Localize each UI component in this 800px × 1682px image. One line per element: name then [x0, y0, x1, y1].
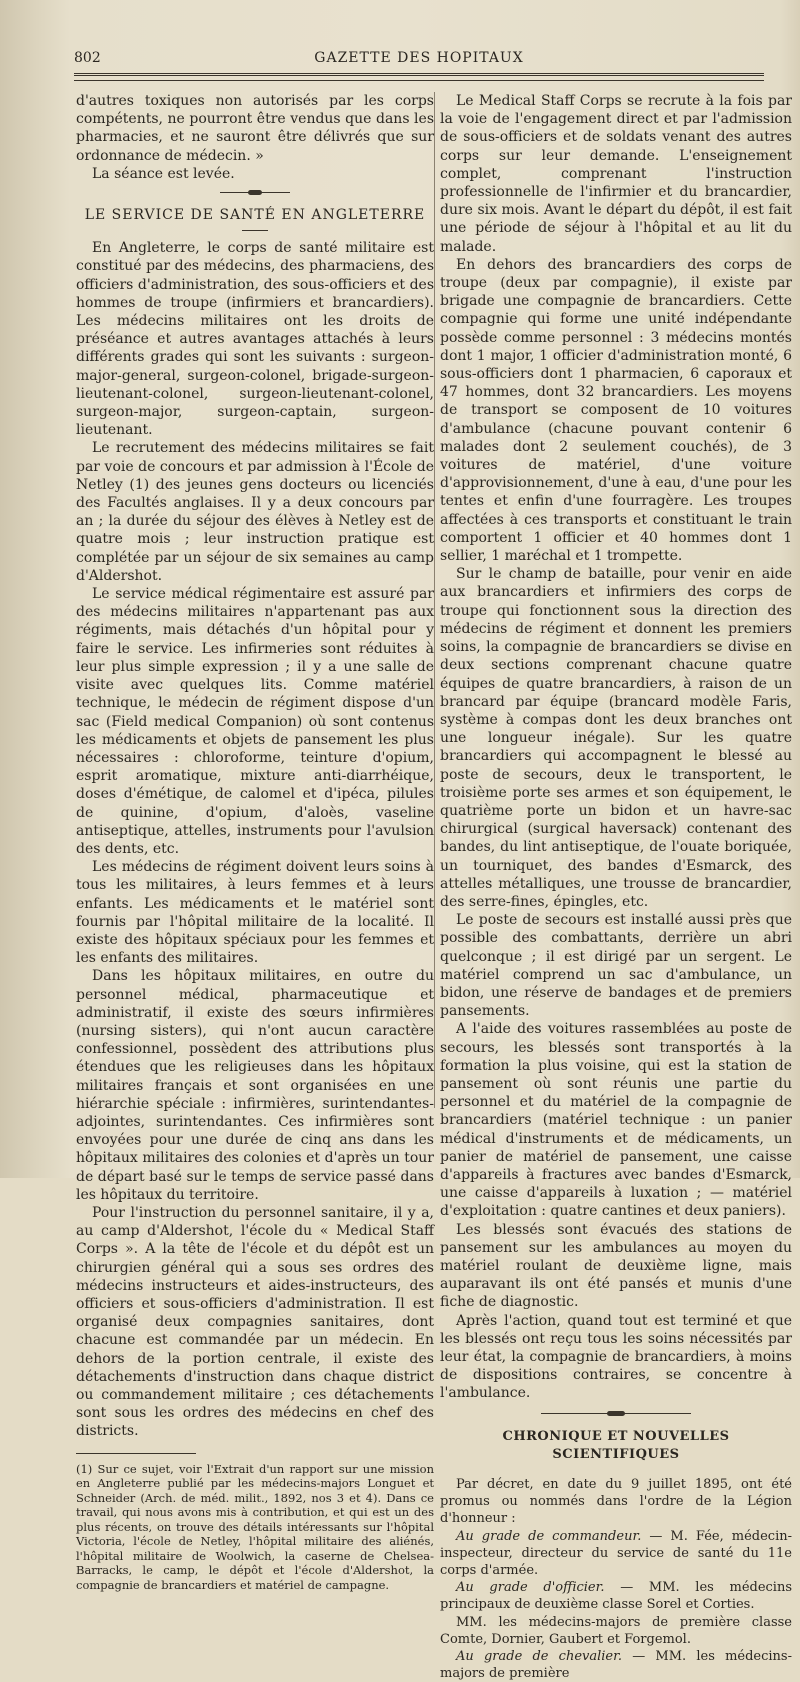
running-title: GAZETTE DES HOPITAUX [314, 50, 524, 66]
paragraph: Le service médical régimentaire est assuré par des médecins militaires n'appartenant pas aux régiments, mais détachés d'un hôpital pour y faire le service. Les infirmeries sont réduites à leur plus simple expression ; il y a une salle de visite avec quelques lits. Comme matériel technique, le médecin de régiment dispose d'un sac (Field medical Companion) où sont contenus les médicaments et objets de pansement les plus nécessaires : chloroforme, teinture d'opium, esprit aromatique, mixture anti-diarrhéique, doses d'émétique, de calomel et d'ipéca, pilules de quinine, d'opium, d'aloès, vaseline antiseptique, attelles, instruments pour l'avulsion des dents, etc. [76, 586, 434, 857]
paragraph [440, 1579, 792, 1613]
paragraph: Le Medical Staff Corps se recrute à la fois par la voie de l'engagement direct et par l'admission de sous-officiers et de soldats venant des autres corps sur leur demande. L'enseignement complet, comprenant l'instruction professionnelle de l'infirmier et du brancardier, dure six mois. Avant le départ du dépôt, il est fait une période de séjour à l'hôpital et au lit du malade. [440, 93, 792, 255]
chronicle-body [440, 1476, 792, 1682]
grade-label: Au grade de chevalier. [456, 1649, 623, 1665]
paragraph: A l'aide des voitures rassemblées au poste de secours, les blessés sont transportés à la formation la plus voisine, qui est la station de pansement où sont réunis une partie du personnel et du matériel de la compagnie de brancardiers (matériel technique : un panier médical d'instruments et de médicaments, un panier de matériel de pansement, une caisse d'appareils à fractures avec bandes d'Esmarck, une caisse d'appareils à luxation ; — matériel d'exploitation : quatre cantines et deux paniers). [440, 1021, 792, 1220]
paragraph: Le poste de secours est installé aussi près que possible des combattants, derrière un abri quelconque ; il est dirigé par un sergent. Le matériel comprend un sac d'ambulance, un bidon, une réserve de bandages et de premiers pansements. [440, 912, 792, 1020]
footnote-text: (1) Sur ce sujet, voir l'Extrait d'un rapport sur une mission en Angleterre publié par les médecins-majors Longuet et Schneider (Arch. de méd. milit., 1892, nos 3 et 4). Dans ce travail, qui nous avons mis à contribution, et qui est un des plus récents, on trouve des détails intéressants sur l'hôpital Victoria, l'école de Netley, l'hôpital militaire des aliénés, l'hôpital militaire de Woolwich, la caserne de Chelsea-Barracks, le camp, le dépôt et l'école d'Aldershot, la compagnie de brancardiers et matériel de campagne. [76, 1461, 434, 1592]
paragraph: Pour l'instruction du personnel sanitaire, il y a, au camp d'Aldershot, l'école du « Medical Staff Corps ». A la tête de l'école et du dépôt est un chirurgien général qui a sous ses ordres des médecins instructeurs et aides-instructeurs, des officiers et sous-officiers d'administration. Il est organisé deux compagnies sanitaires, dont chacune est commandée par un médecin. En dehors de la portion centrale, il existe des détachements d'instruction dans chaque district ou commandement militaire ; ces détachements sont sous les ordres des médecins en chef des districts. [76, 1204, 434, 1440]
grade-text: — M. Fée, médecin-inspecteur, directeur du service de santé du 11e corps d'armée. [440, 1528, 792, 1579]
column-divider [434, 92, 435, 1108]
paragraph: En dehors des brancardiers des corps de troupe (deux par compagnie), il existe par brigade une compagnie de brancardiers. Cette compagnie qui forme une unité indépendante possède comme personnel : 3 médecins montés dont 1 major, 1 officier d'administration monté, 6 sous-officiers dont 1 pharmacien, 6 caporaux et 47 hommes, dont 32 brancardiers. Les moyens de transport se composent de 10 voitures d'ambulance (chacune pouvant contenir 6 malades dont 2 seulement couchés), de 3 voitures de matériel, d'une voiture d'approvisionnement, d'une à eau, d'une pour les tentes et enfin d'une fourragère. Les troupes affectées à ces transports et constituant le train comportent 1 officier et 40 hommes dont 1 sellier, 1 maréchal et 1 trompette. [440, 256, 792, 565]
paragraph: En Angleterre, le corps de santé militaire est constitué par des médecins, des pharmaciens, des officiers d'administration, des sous-officiers et des hommes de troupe (infirmiers et brancardiers). Les médecins militaires ont les droits de préséance et autres avantages attachés à leurs différents grades qui sont les suivants : surgeon-major-general, surgeon-colonel, brigade-surgeon-lieutenant-colonel, surgeon-lieutenant-colonel, surgeon-major, surgeon-captain, surgeon-lieutenant. [76, 240, 434, 439]
paragraph: Dans les hôpitaux militaires, en outre du personnel médical, pharmaceutique et administratif, il existe des sœurs infirmières (nursing sisters), qui n'ont aucun caractère confessionnel, possèdent des attributions plus étendues que les religieuses dans les hôpitaux militaires français et sont organisées en une hiérarchie spéciale : infirmières, surintendantes-adjointes, surintendantes. Ces infirmières sont envoyées pour une durée de cinq ans dans les hôpitaux militaires des colonies et d'après un tour de départ basé sur le temps de service passé dans les hôpitaux du territoire. [76, 968, 434, 1203]
paragraph: Les blessés sont évacués des stations de pansement sur les ambulances au moyen du matériel roulant de deuxième ligne, mais auparavant ils ont été pansés et munis d'une fiche de diagnostic. [440, 1221, 792, 1311]
grade-label: Au grade d'officier. [456, 1580, 605, 1596]
paragraph: Par décret, en date du 9 juillet 1895, ont été promus ou nommés dans l'ordre de la Légion d'honneur : [440, 1477, 792, 1527]
ornament-separator [220, 192, 290, 196]
footnote [76, 1462, 434, 1593]
paragraph: Après l'action, quand tout est terminé et que les blessés ont reçu tous les soins nécessités par leur état, la compagnie de brancardiers, à moins de dispositions contraires, se concentre à l'ambulance. [440, 1312, 792, 1402]
paragraph: MM. les médecins-majors de première classe Comte, Dornier, Gaubert et Forgemol. [440, 1614, 792, 1647]
paragraph [440, 1528, 792, 1580]
page-header [74, 48, 764, 70]
chronicle-title: CHRONIQUE ET NOUVELLES SCIENTIFIQUES [502, 1428, 730, 1462]
page-number: 802 [74, 50, 101, 66]
ornament-separator [541, 1413, 691, 1416]
header-rule [74, 73, 764, 81]
paragraph: Sur le champ de bataille, pour venir en aide aux brancardiers et infirmiers des corps de troupe qui fonctionnent sous la direction des médecins de régiment et donnent les premiers soins, la compagnie de brancardiers se divise en deux sections comprenant chacune quatre équipes de quatre brancardiers, à raison de un brancard par équipe (brancard modèle Faris, système à compas dont les deux branches ont une longueur inégale). Sur les quatre brancardiers qui accompagnent le blessé au poste de secours, deux le transportent, le troisième porte ses armes et son équipement, le quatrième porte un bidon et un havre-sac chirurgical (surgical haversack) contenant des bandes, du lint antiseptique, de l'ouate boriquée, un tourniquet, des bandes d'Esmarck, des attelles métalliques, une trousse de brancardier, des serre-fines, épingles, etc. [440, 566, 792, 910]
grade-text: — MM. les médecins-majors de première [440, 1649, 792, 1682]
paragraph: La séance est levée. [92, 165, 235, 182]
footnote-rule [76, 1453, 196, 1454]
section-title: LE SERVICE DE SANTÉ EN ANGLETERRE [84, 207, 426, 224]
paragraph: Le recrutement des médecins militaires se fait par voie de concours et par admission à l'École de Netley (1) des jeunes gens docteurs ou licenciés des Facultés anglaises. Il y a deux concours par an ; la durée du séjour des élèves à Netley est de quatre mois ; leur instruction pratique est complétée par un séjour de six semaines au camp d'Aldershot. [76, 440, 434, 584]
paragraph: d'autres toxiques non autorisés par les corps compétents, ne pourront être vendus que dans les pharmacies, et ne sauront être délivrés que sur ordonnance de médecin. » [76, 93, 434, 164]
grade-label: Au grade de commandeur. [456, 1528, 642, 1544]
paragraph [440, 1648, 792, 1682]
title-rule [242, 230, 268, 231]
paragraph: Les médecins de régiment doivent leurs soins à tous les militaires, à leurs femmes et à leurs enfants. Les médicaments et le matériel sont fournis par l'hôpital militaire de la localité. Il existe des hôpitaux spéciaux pour les femmes et les enfants des militaires. [76, 859, 434, 967]
right-column [440, 92, 792, 1682]
grade-text: — MM. les médecins principaux de deuxième classe Sorel et Corties. [440, 1580, 793, 1613]
left-column [76, 92, 434, 1592]
